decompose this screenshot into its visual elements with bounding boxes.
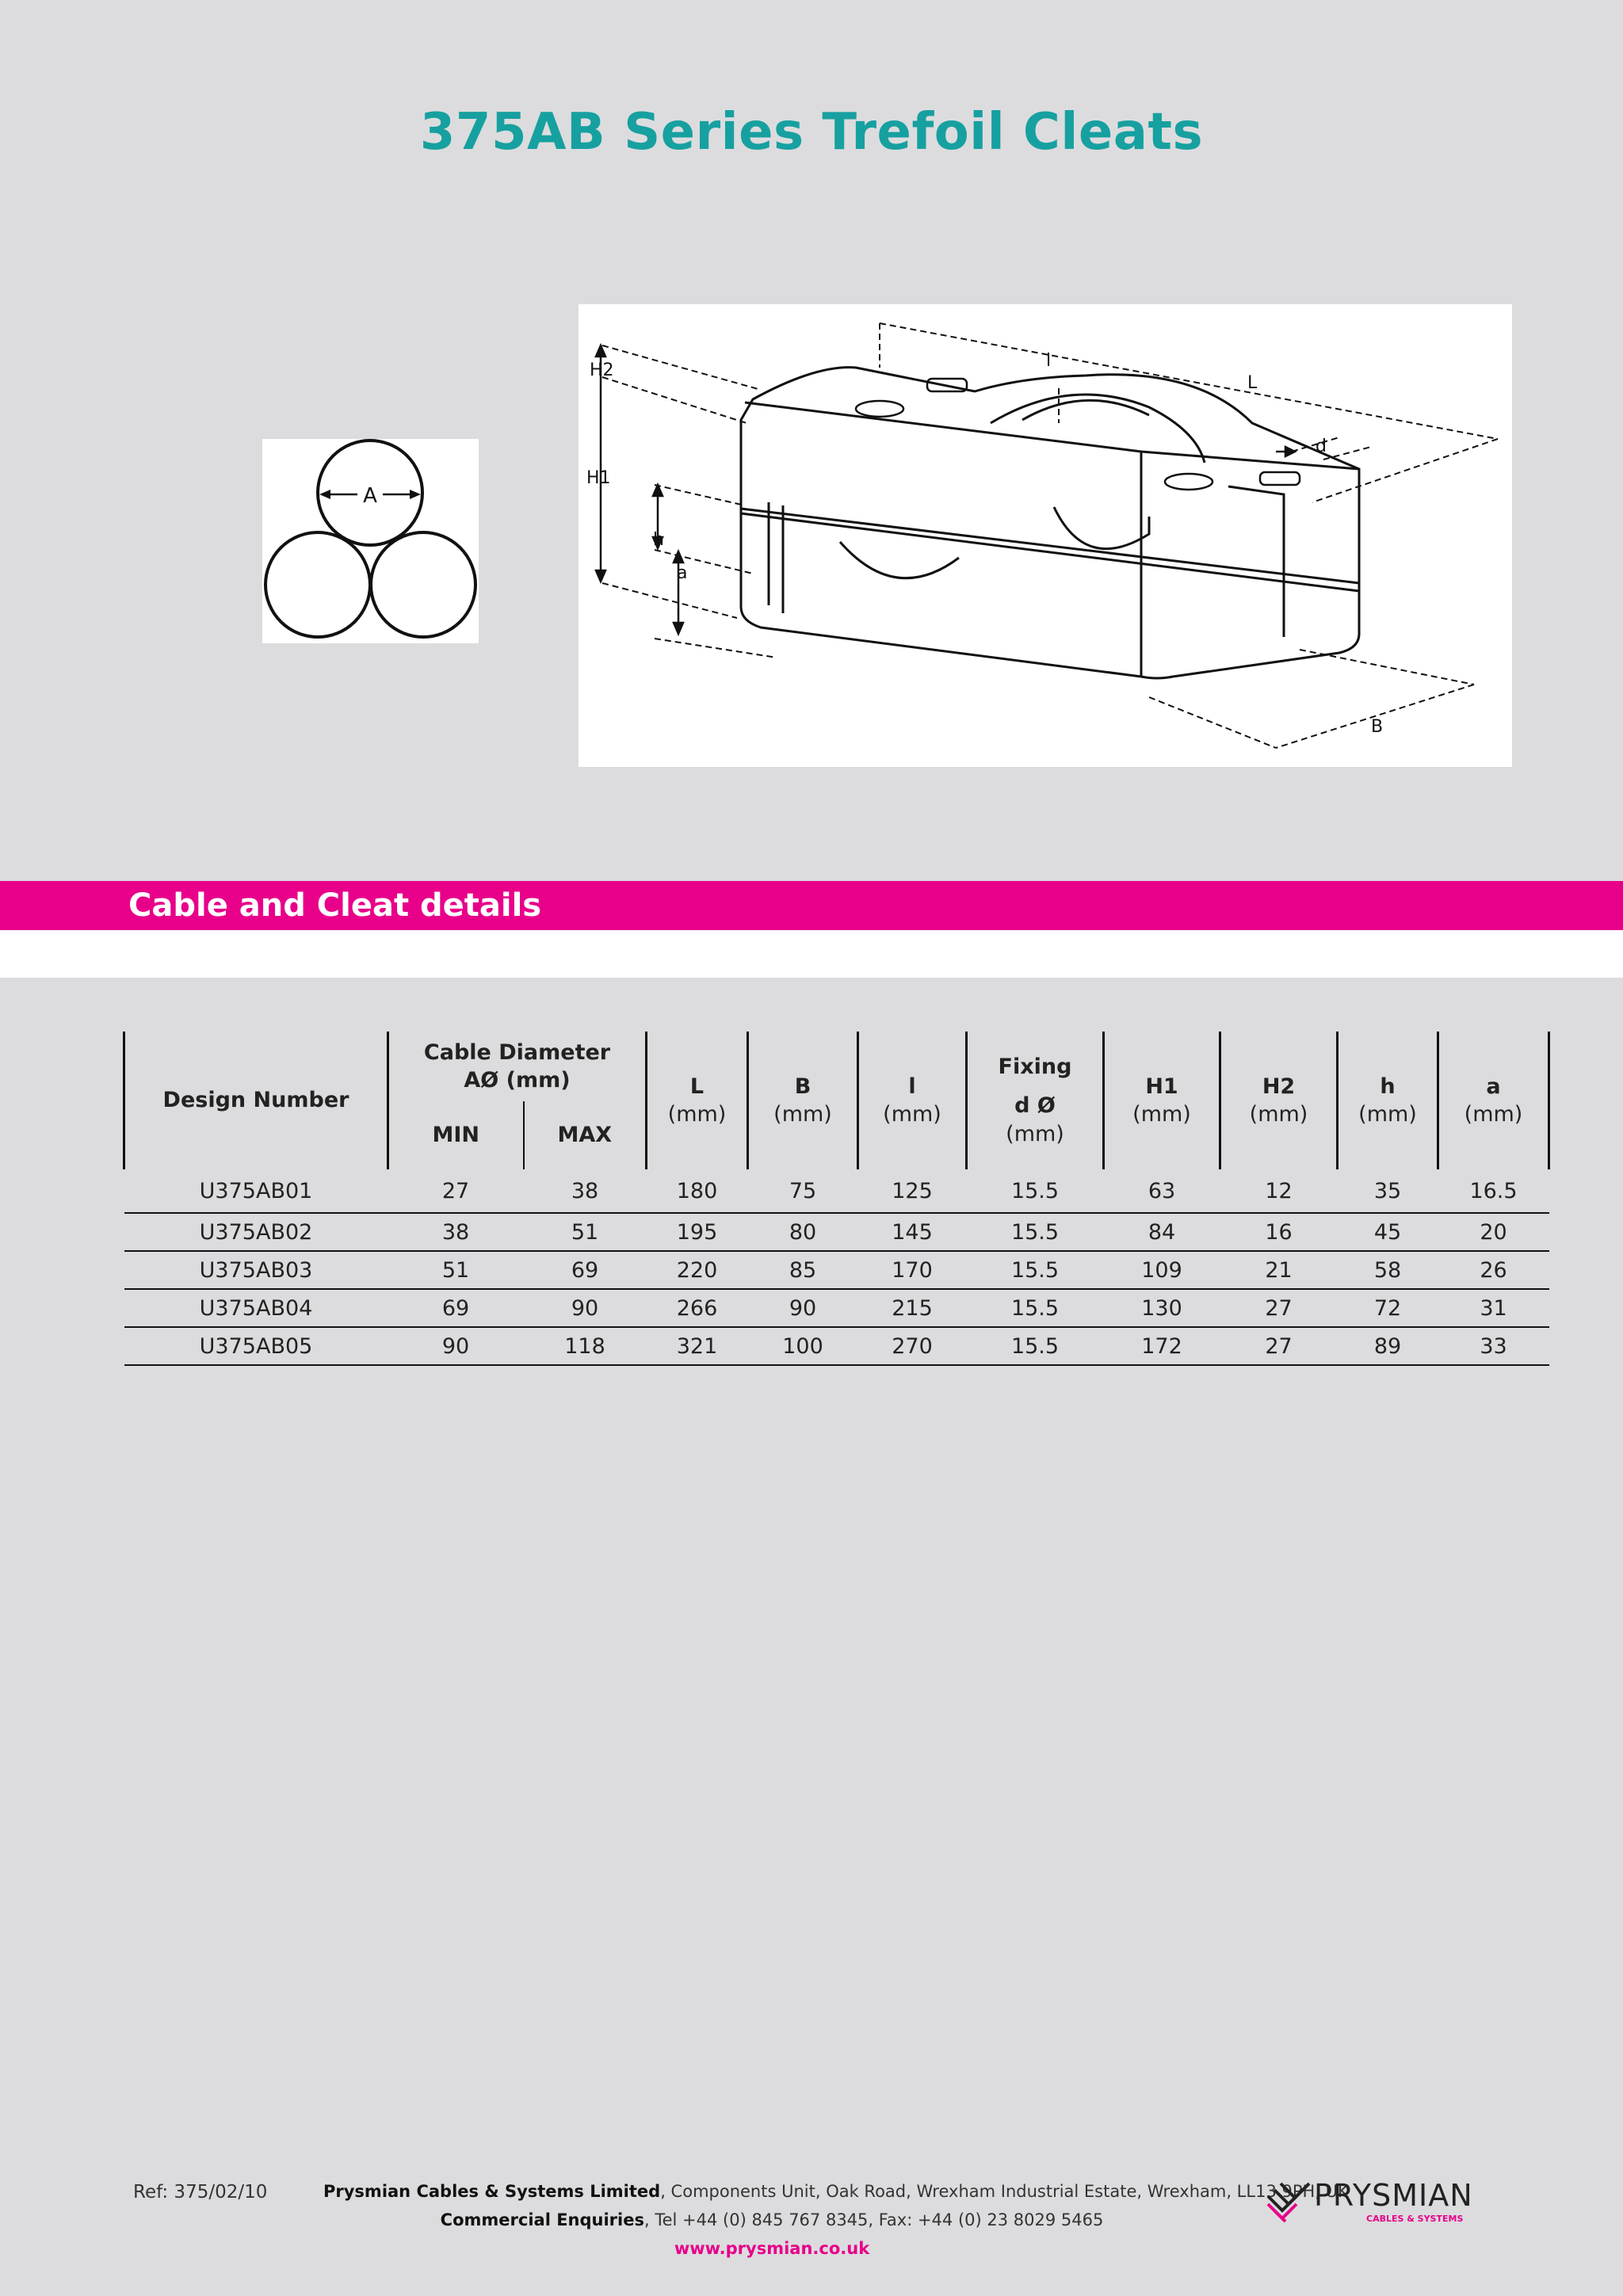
- table-cell: 15.5: [967, 1213, 1104, 1251]
- design-number-cell: U375AB04: [124, 1289, 388, 1327]
- page-title: 375AB Series Trefoil Cleats: [419, 103, 1204, 162]
- design-number-cell: U375AB02: [124, 1213, 388, 1251]
- table-cell: 16.5: [1438, 1169, 1549, 1213]
- header-fixing-sub: d Ø: [1014, 1093, 1056, 1119]
- dimension-label-B: B: [1371, 717, 1384, 737]
- table-cell: 90: [748, 1289, 858, 1327]
- table-cell: 58: [1338, 1251, 1438, 1289]
- table-cell: 26: [1438, 1251, 1549, 1289]
- cable-circle-left: [265, 532, 370, 637]
- header-B-unit: (mm): [773, 1102, 832, 1127]
- table-row: [124, 1327, 1549, 1365]
- table-cell: 321: [647, 1327, 748, 1365]
- table-cell: 130: [1104, 1289, 1220, 1327]
- table-row: [124, 1213, 1549, 1251]
- table-cell: 51: [524, 1213, 647, 1251]
- table-cell: 195: [647, 1213, 748, 1251]
- table-cell: 45: [1338, 1213, 1438, 1251]
- table-cell: 16: [1220, 1213, 1338, 1251]
- cleat-svg: [579, 304, 1512, 767]
- enquiries-label: Commercial Enquiries: [440, 2210, 644, 2229]
- table-cell: 75: [748, 1169, 858, 1213]
- table-cell: 12: [1220, 1169, 1338, 1213]
- table-cell: 215: [858, 1289, 967, 1327]
- header-l-label: l: [908, 1074, 916, 1099]
- header-H2-unit: (mm): [1249, 1102, 1308, 1127]
- table-cell: 27: [1220, 1327, 1338, 1365]
- header-min: MIN: [388, 1101, 524, 1169]
- table-cell: 15.5: [967, 1327, 1104, 1365]
- header-a-unit: (mm): [1464, 1102, 1523, 1127]
- header-a: [1438, 1032, 1549, 1169]
- trefoil-svg: [262, 439, 479, 643]
- address-text: , Components Unit, Oak Road, Wrexham Industrial Estate, Wrexham, LL13 9PH, UK: [660, 2182, 1349, 2201]
- enquiries-text: , Tel +44 (0) 845 767 8345, Fax: +44 (0) 23 8029 5465: [643, 2210, 1104, 2229]
- header-H2: [1220, 1032, 1338, 1169]
- header-L: [647, 1032, 748, 1169]
- table-cell: 31: [1438, 1289, 1549, 1327]
- dimension-label-a: a: [677, 563, 688, 583]
- table-cell: 15.5: [967, 1169, 1104, 1213]
- header-cable-diameter-unit: AØ (mm): [464, 1068, 571, 1093]
- table-cell: 85: [748, 1251, 858, 1289]
- table-cell: 15.5: [967, 1289, 1104, 1327]
- table-cell: 21: [1220, 1251, 1338, 1289]
- section-header-bar: [0, 881, 1623, 930]
- cable-circle-right: [371, 532, 475, 637]
- table-cell: 270: [858, 1327, 967, 1365]
- dimension-label-A: A: [363, 484, 377, 508]
- header-h-unit: (mm): [1358, 1102, 1417, 1127]
- header-L-label: L: [689, 1074, 705, 1099]
- dimension-label-L: L: [1247, 373, 1258, 393]
- cleat-details-table: [123, 1032, 1548, 1366]
- table-cell: 51: [388, 1251, 524, 1289]
- table-body: [124, 1169, 1549, 1365]
- section-divider-band: [0, 930, 1623, 978]
- header-fixing-unit: (mm): [1006, 1121, 1064, 1146]
- table-cell: 63: [1104, 1169, 1220, 1213]
- cleat-drawing: [579, 304, 1512, 767]
- header-fixing-label: Fixing: [998, 1055, 1072, 1080]
- section-title: Cable and Cleat details: [128, 887, 542, 924]
- design-number-cell: U375AB01: [124, 1169, 388, 1213]
- table-cell: 118: [524, 1327, 647, 1365]
- header-l-unit: (mm): [883, 1102, 941, 1127]
- header-H2-label: H2: [1262, 1074, 1296, 1099]
- table-cell: 180: [647, 1169, 748, 1213]
- table-cell: 109: [1104, 1251, 1220, 1289]
- header-H1-label: H1: [1145, 1074, 1178, 1099]
- header-cable-diameter-label: Cable Diameter: [423, 1039, 611, 1065]
- table-cell: 90: [524, 1289, 647, 1327]
- header-design-number: Design Number: [124, 1032, 388, 1169]
- header-cable-diameter: [388, 1032, 647, 1101]
- logo-text: PRYSMIAN: [1314, 2179, 1473, 2213]
- table-cell: 80: [748, 1213, 858, 1251]
- table-cell: 27: [388, 1169, 524, 1213]
- logo-subtext: CABLES & SYSTEMS: [1366, 2214, 1464, 2224]
- dimension-label-d: d: [1316, 437, 1327, 456]
- header-B-label: B: [794, 1074, 812, 1099]
- design-number-cell: U375AB05: [124, 1327, 388, 1365]
- header-H1-unit: (mm): [1132, 1102, 1191, 1127]
- table-cell: 220: [647, 1251, 748, 1289]
- table-cell: 172: [1104, 1327, 1220, 1365]
- header-L-unit: (mm): [667, 1102, 727, 1127]
- table-cell: 27: [1220, 1289, 1338, 1327]
- table-cell: 15.5: [967, 1251, 1104, 1289]
- table-cell: 72: [1338, 1289, 1438, 1327]
- dimension-label-l: l: [1046, 351, 1052, 371]
- header-h-label: h: [1380, 1074, 1396, 1099]
- table-row: [124, 1169, 1549, 1213]
- table-cell: 38: [388, 1213, 524, 1251]
- table-cell: 35: [1338, 1169, 1438, 1213]
- table-cell: 170: [858, 1251, 967, 1289]
- table-cell: 84: [1104, 1213, 1220, 1251]
- trefoil-diagram: [262, 439, 479, 643]
- dimension-label-H1: H1: [586, 468, 611, 488]
- table-cell: 90: [388, 1327, 524, 1365]
- table-cell: 89: [1338, 1327, 1438, 1365]
- website-link[interactable]: www.prysmian.co.uk: [674, 2239, 870, 2258]
- reference-number: Ref: 375/02/10: [133, 2182, 268, 2203]
- table-cell: 20: [1438, 1213, 1549, 1251]
- company-name: Prysmian Cables & Systems Limited: [323, 2182, 661, 2201]
- header-h: [1338, 1032, 1438, 1169]
- table-cell: 69: [524, 1251, 647, 1289]
- table-cell: 125: [858, 1169, 967, 1213]
- header-a-label: a: [1486, 1074, 1501, 1099]
- table-cell: 69: [388, 1289, 524, 1327]
- table-row: [124, 1251, 1549, 1289]
- company-address: [323, 2182, 1349, 2201]
- header-max: MAX: [524, 1101, 647, 1169]
- prysmian-logo: [1265, 2179, 1539, 2229]
- table-cell: 38: [524, 1169, 647, 1213]
- table-cell: 145: [858, 1213, 967, 1251]
- table-cell: 100: [748, 1327, 858, 1365]
- table-cell: 33: [1438, 1327, 1549, 1365]
- header-B: [748, 1032, 858, 1169]
- design-number-cell: U375AB03: [124, 1251, 388, 1289]
- header-l: [858, 1032, 967, 1169]
- dimension-label-h: h: [653, 530, 664, 550]
- header-fixing: [967, 1032, 1104, 1169]
- dimension-label-H2: H2: [590, 360, 614, 380]
- header-H1: [1104, 1032, 1220, 1169]
- table-cell: 266: [647, 1289, 748, 1327]
- table-row: [124, 1289, 1549, 1327]
